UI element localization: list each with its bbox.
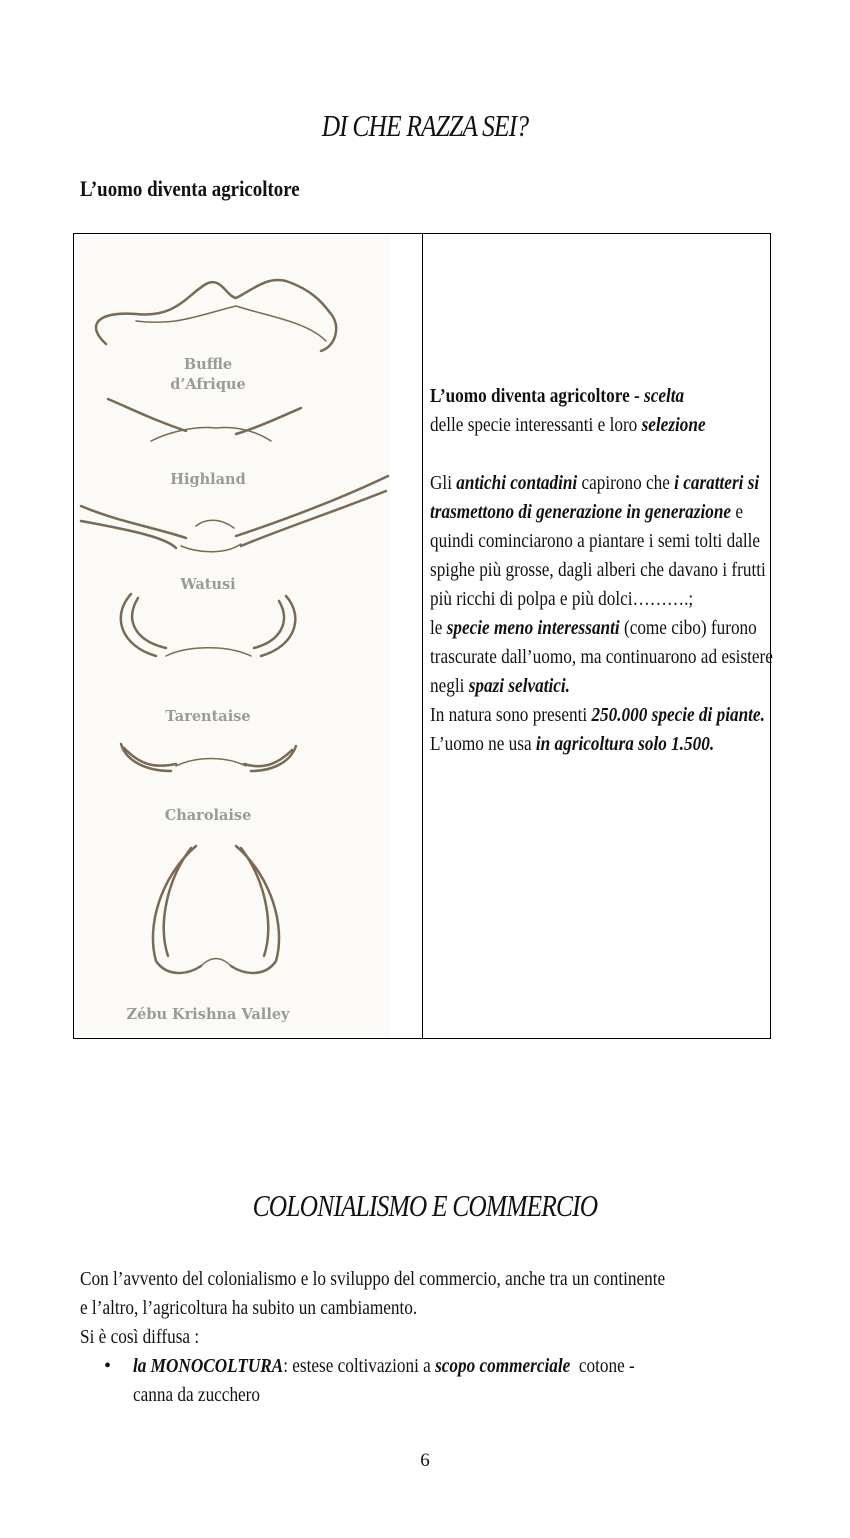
box-p3-t2: (come cibo) furono trascurate dall’uomo, ma continuarono ad esistere negli	[430, 617, 773, 697]
section-title-colonialismo: COLONIALISMO E COMMERCIO	[252, 1188, 598, 1223]
bullet-bi1: la MONOCOLTURA	[133, 1355, 284, 1377]
label-dafrique: d’Afrique	[170, 376, 246, 393]
box-p2-bi1: antichi contadini	[456, 472, 578, 494]
horns-illustration	[76, 236, 390, 1036]
box-paragraph-2	[430, 469, 774, 614]
page-number: 6	[420, 1450, 430, 1471]
box-p3-bi1: specie meno interessanti	[446, 617, 620, 639]
buffle-horns	[96, 280, 336, 351]
bullet-item	[133, 1352, 752, 1410]
box-paragraph-4	[430, 701, 774, 730]
colonialismo-paragraph	[80, 1265, 811, 1352]
box-p2-t2: capirono che	[577, 472, 675, 494]
box-p1-bi1: scelta	[644, 385, 685, 407]
label-highland: Highland	[170, 471, 246, 488]
box-p4-t1: In natura sono presenti	[430, 704, 592, 726]
label-tarentaise: Tarentaise	[165, 708, 251, 725]
box-p1-t1: delle specie interessanti e loro	[430, 414, 642, 436]
content-table	[73, 233, 771, 1039]
tarentaise-horns	[121, 594, 166, 656]
label-watusi: Watusi	[180, 576, 236, 593]
label-zebu: Zébu Krishna Valley	[126, 1006, 290, 1023]
charolaise-horns	[121, 744, 296, 771]
box-p3-t1: le	[430, 617, 447, 639]
box-paragraph-5	[430, 730, 774, 759]
box-p1-bi2: selezione	[641, 414, 706, 436]
box-p2-t3: e quindi cominciarono a piantare i semi tolti dalle spighe più grosse, dagli alberi che davano i frutti più ricchi di polpa e più dolci……….;	[430, 501, 766, 610]
box-paragraph-1	[430, 382, 774, 440]
box-p5-bi1: in agricoltura solo 1.500.	[535, 733, 715, 755]
bullet-bi2: scopo commerciale	[435, 1355, 571, 1377]
box-p1-bold: L’uomo diventa agricoltore -	[430, 385, 645, 407]
para-line-3: Si è così diffusa :	[80, 1326, 200, 1348]
bullet-symbol: •	[104, 1355, 112, 1377]
zebu-horns	[153, 846, 201, 973]
bullet-t3: canna da zucchero	[133, 1384, 261, 1406]
box-paragraph-3	[430, 614, 774, 701]
para-line-2: e l’altro, l’agricoltura ha subito un cambiamento.	[80, 1297, 418, 1319]
label-charolaise: Charolaise	[164, 807, 252, 824]
bullet-t1: : estese coltivazioni a	[283, 1355, 436, 1377]
bullet-t2: cotone -	[570, 1355, 635, 1377]
horns-drawing	[76, 236, 390, 1036]
box-p3-bi2: spazi selvatici.	[468, 675, 570, 697]
section-subtitle: L’uomo diventa agricoltore	[80, 176, 300, 201]
box-text	[430, 382, 774, 759]
column-divider	[422, 234, 423, 1038]
box-p4-bi1: 250.000 specie di piante.	[591, 704, 765, 726]
highland-horns	[108, 399, 301, 434]
para-line-1: Con l’avvento del colonialismo e lo sviluppo del commercio, anche tra un continente	[80, 1268, 666, 1290]
page-title: DI CHE RAZZA SEI?	[321, 108, 529, 143]
label-buffle: Buffle	[183, 356, 233, 373]
box-p2-bi2: i caratteri si trasmettono di generazione in generazione	[430, 472, 760, 523]
box-p2-t1: Gli	[430, 472, 457, 494]
box-p5-t1: L’uomo ne usa	[430, 733, 536, 755]
